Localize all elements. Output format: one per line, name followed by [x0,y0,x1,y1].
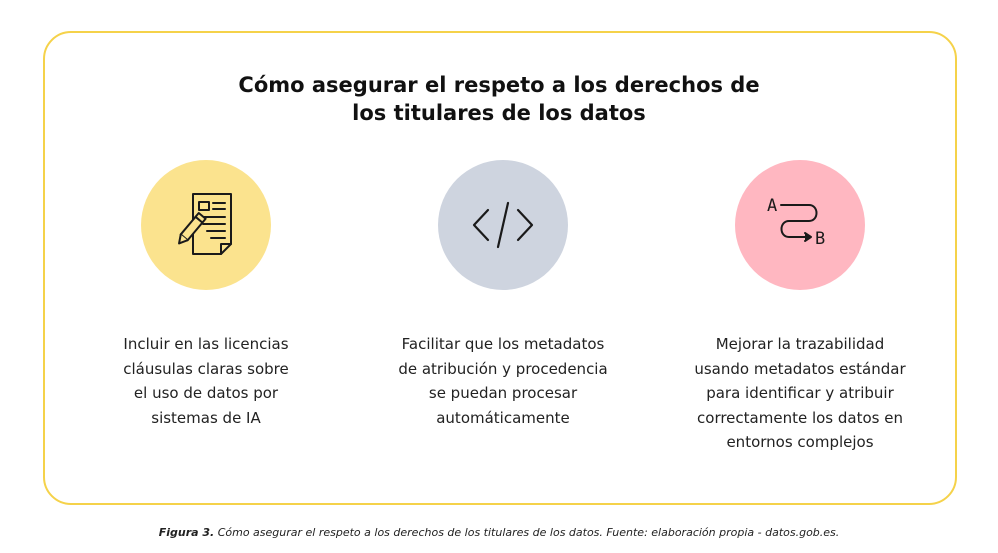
item-text-line: usando metadatos estándar [694,359,906,378]
code-brackets-icon [470,200,536,250]
item-licenses [76,160,336,430]
item-text-line: sistemas de IA [151,408,261,427]
item-text-line: para identificar y atribuir [706,384,894,402]
item-text-line: Facilitar que los metadatos [401,335,605,353]
item-text-line: de atribución y procedencia [398,359,608,378]
route-a-to-b-icon [765,193,835,257]
figure-caption [0,526,998,539]
title-line-1: Cómo asegurar el respeto a los derechos de [238,73,760,97]
caption-text: Cómo asegurar el respeto a los derechos de los titulares de los datos. Fuente: elaboración propia - datos.gob.es. [214,526,840,539]
caption-label: Figura 3. [158,526,215,539]
item-description [373,332,633,430]
title-line-2: los titulares de los datos [352,101,646,125]
item-description [76,332,336,430]
item-text-line: correctamente los datos en [697,408,903,427]
item-text-line: el uso de datos por [133,384,279,402]
item-text-line: automáticamente [436,408,570,427]
page-title [0,71,998,127]
item-text-line: entornos complejos [726,433,874,451]
item-text-line: se puedan procesar [428,384,578,402]
route-label-a: A [767,196,778,216]
icon-circle [141,160,271,290]
route-label-b: B [815,229,826,249]
item-text-line: Incluir en las licencias [123,335,289,353]
icon-circle [438,160,568,290]
item-traceability [670,160,930,455]
item-description [670,332,930,455]
document-pencil-icon [173,190,239,260]
item-text-line: Mejorar la trazabilidad [715,335,885,353]
icon-circle [735,160,865,290]
item-metadata-processing [373,160,633,430]
item-text-line: cláusulas claras sobre [123,359,289,378]
